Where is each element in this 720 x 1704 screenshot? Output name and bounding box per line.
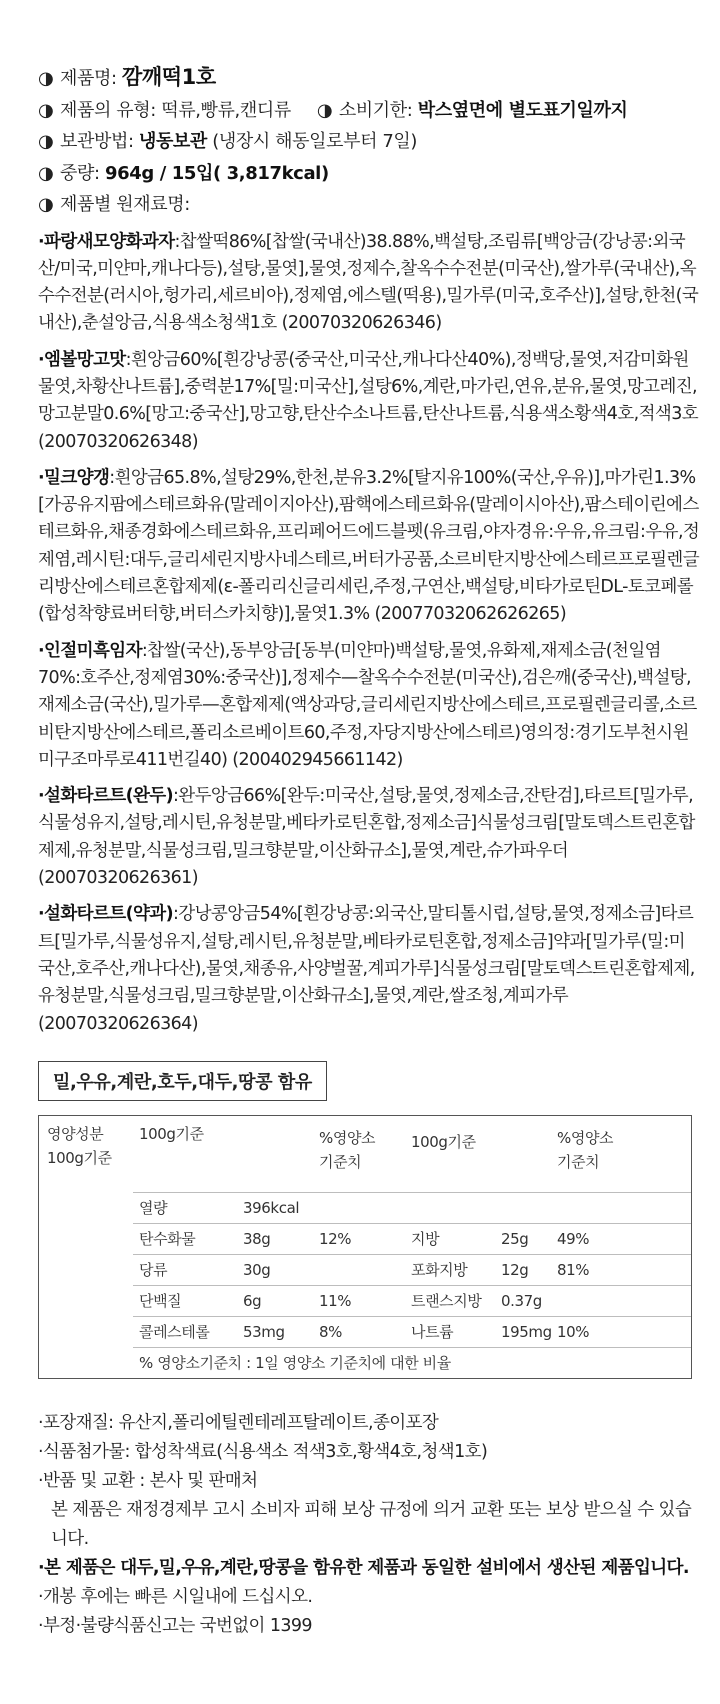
nutrition-cell: 나트륨	[411, 1322, 454, 1341]
nutrition-head-sub: 100g기준	[47, 1148, 112, 1167]
storage-label: 보관방법:	[60, 131, 139, 152]
nutrition-cell: 25g	[501, 1229, 529, 1248]
col4-head-line: %영양소	[557, 1128, 614, 1147]
nutrition-head-cell	[39, 1116, 133, 1192]
col4-head	[557, 1116, 677, 1192]
nutrition-head-label: 영양성분	[47, 1124, 104, 1143]
ingredient-text: :흰앙금60%[흰강낭콩(중국산,미국산,캐나다산40%),정백당,물엿,저감미화원물엿,차황산나트륨],중력분17%[밀:미국산],설탕6%,계란,마가린,연유,분유,물엿,망고레진,망고분말0.6%[망고:중국산],망고향,탄산수소나트륨,탄산나트륨,식용색소황색4호,적색3호 (20070320626348)	[38, 349, 699, 452]
nutrition-cell: 12g	[501, 1260, 529, 1279]
product-name: 깜깨떡1호	[121, 65, 216, 89]
nutrition-row	[133, 1223, 691, 1254]
notes-section	[38, 1409, 700, 1641]
nutrition-cell: 열량	[139, 1198, 168, 1217]
weight-value: 964g / 15입( 3,817kcal)	[104, 162, 329, 184]
ingredient-name: ·밀크양갱	[38, 467, 110, 488]
nutrition-cell	[315, 1255, 409, 1285]
storage-value: 냉동보관	[138, 131, 207, 152]
nutrition-cell: 81%	[557, 1260, 590, 1279]
half-circle-icon: ◑	[38, 68, 54, 89]
facility-warning: ·본 제품은 대두,밀,우유,계란,땅콩을 함유한 제품과 동일한 설비에서 생산된 제품입니다.	[38, 1557, 689, 1578]
half-circle-icon: ◑	[38, 194, 54, 215]
ingredient-item	[38, 465, 700, 638]
nutrition-cell: 8%	[319, 1322, 342, 1341]
nutrition-header-row	[39, 1116, 691, 1192]
nutrition-row	[133, 1192, 691, 1223]
nutrition-cell: 6g	[243, 1291, 262, 1310]
nutrition-cell: 11%	[319, 1291, 352, 1310]
product-type-line	[38, 95, 700, 127]
nutrition-cell: 12%	[319, 1229, 352, 1248]
col3-head: 100g기준	[411, 1132, 476, 1151]
ingredient-name: ·엠볼망고맛	[38, 349, 126, 370]
ingredient-name: ·파랑새모양화과자	[38, 231, 175, 252]
returns-detail: 본 제품은 재정경제부 고시 소비자 피해 보상 규정에 의거 교환 또는 보상 받으실 수 있습니다.	[51, 1499, 692, 1549]
product-name-label: 제품명:	[60, 68, 122, 89]
report-note: ·부정·불량식품신고는 국번없이 1399	[38, 1615, 312, 1636]
ingredient-text: :강낭콩앙금54%[흰강낭콩:외국산,말티톨시럽,설탕,물엿,정제소금]타르트[밀가루,식물성유지,설탕,레시틴,유청분말,베타카로틴혼합,정제소금]약과[밀가루(밀:미국산,호주산,캐나다산),물엿,채종유,사양벌꿀,계피가루]식물성크림[말토덱스트린혼합제제,유청분말,식물성크림,밀크향분말,이산화규소],물엿,계란,쌀조청,계피가루 (20070320626364)	[38, 904, 695, 1034]
half-circle-icon: ◑	[38, 99, 54, 121]
nutrition-cell: 0.37g	[501, 1291, 542, 1310]
nutrition-cell: 당류	[139, 1260, 168, 1279]
packaging-note: ·포장재질: 유산지,폴리에틸렌테레프탈레이트,종이포장	[38, 1412, 439, 1433]
additives-note: ·식품첨가물: 합성착색료(식용색소 적색3호,황색4호,청색1호)	[38, 1441, 488, 1462]
nutrition-cell: 49%	[557, 1229, 590, 1248]
ingredients-label: 제품별 원재료명:	[60, 194, 190, 215]
half-circle-icon: ◑	[316, 99, 333, 121]
ingredient-item	[38, 347, 700, 465]
nutrition-row	[133, 1285, 691, 1316]
product-name-line	[38, 62, 700, 95]
storage-line	[38, 126, 700, 158]
expiry-value: 박스옆면에 별도표기일까지	[417, 99, 628, 121]
nutrition-table	[38, 1115, 692, 1379]
col4-head-line: 기준치	[557, 1152, 600, 1171]
ingredient-name: ·설화타르트(약과)	[38, 904, 173, 925]
ingredient-text: :흰앙금65.8%,설탕29%,한천,분유3.2%[탈지유100%(국산,우유)],마가린1.3%[가공유지팜에스테르화유(말레이지아산),팜핵에스테르화유(말레이시아산),팜스테이린에스테르화유,채종경화에스테르화유,프리페어드에드블펫(유크림,야자경유:우유,유크림:우유,정제염,레시틴:대두,글리세린지방사네스테르,버터가공품,소르비탄지방산에스테르프로필렌글리방산에스테르혼합제제(ε-폴리리신글리세린,주정,구연산,백설탕,비타가로틴DL-토코페롤(합성착향료버터향,버터스카치향)],물엿1.3% (20077032062626265)	[38, 467, 700, 625]
nutrition-footnote: % 영양소기준치 : 1일 영양소 기준치에 대한 비율	[133, 1347, 691, 1378]
ingredient-text: :찹쌀(국산),동부앙금[동부(미얀마)백설탕,물엿,유화제,재제소금(천일염70%:호주산,정제염30%:중국산)],정제수—찰옥수수전분(미국산),검은깨(중국산),백설탕,재제소금(국산),밀가루—혼합제제(액상과당,글리세린지방산에스테르,프로필렌글리콜,소르비탄지방산에스테르,폴리소르베이트60,주정,자당지방산에스테르)영의정:경기도부천시원미구조마루로411번길40) (200402945661142)	[38, 640, 697, 770]
col2-head-line: %영양소	[319, 1128, 376, 1147]
half-circle-icon: ◑	[38, 162, 54, 184]
weight-line	[38, 158, 700, 190]
nutrition-cell	[557, 1193, 677, 1223]
ingredient-item	[38, 901, 700, 1046]
ingredient-text: :찹쌀떡86%[찹쌀(국내산)38.88%,백설탕,조림류[백앙금(강낭콩:외국산/미국,미얀마,캐나다등),설탕,물엿],물엿,정제수,찰옥수수전분(미국산),쌀가루(국내산),옥수수전분(러시아,헝가리,세르비아),정제염,에스텔(떡용),밀가루(미국,호주산)],설탕,한천(국내산),춘설앙금,식용색소청색1호 (20070320626346)	[38, 231, 699, 334]
nutrition-row	[133, 1254, 691, 1285]
nutrition-cell: 30g	[243, 1260, 271, 1279]
ingredient-list	[38, 229, 700, 1047]
nutrition-rows	[39, 1192, 691, 1347]
col2-head	[315, 1116, 409, 1192]
ingredient-text: :완두앙금66%[완두:미국산,설탕,물엿,정제소금,잔탄검],타르트[밀가루,식물성유지,설탕,레시틴,유청분말,베타카로틴혼합,정제소금]식물성크림[말토덱스트린혼합제제,유청분말,식물성크림,밀크향분말,이산화규소],물엿,계란,슈가파우더 (20070320626361)	[38, 786, 695, 889]
nutrition-cell: 38g	[243, 1229, 271, 1248]
storage-note: (냉장시 해동일로부터 7일)	[206, 131, 418, 152]
nutrition-cell: 396kcal	[243, 1198, 300, 1217]
nutrition-cell: 포화지방	[411, 1260, 468, 1279]
nutrition-cell: 콜레스테롤	[139, 1322, 210, 1341]
nutrition-cell: 지방	[411, 1229, 440, 1248]
col2-head-line: 기준치	[319, 1152, 362, 1171]
nutrition-cell	[409, 1193, 501, 1223]
nutrition-cell: 10%	[557, 1322, 590, 1341]
consume-note: ·개봉 후에는 빠른 시일내에 드십시오.	[38, 1586, 313, 1607]
half-circle-icon: ◑	[38, 131, 54, 152]
nutrition-row	[133, 1316, 691, 1347]
nutrition-cell	[501, 1193, 557, 1223]
ingredient-name: ·설화타르트(완두)	[38, 786, 173, 807]
ingredients-heading	[38, 189, 700, 221]
nutrition-cell: 트랜스지방	[411, 1291, 482, 1310]
nutrition-cell	[557, 1286, 677, 1316]
weight-label: 중량:	[60, 162, 105, 184]
nutrition-cell	[315, 1193, 409, 1223]
ingredient-item	[38, 229, 700, 347]
expiry-label: 소비기한:	[338, 99, 418, 121]
returns-note: ·반품 및 교환 : 본사 및 판매처	[38, 1470, 258, 1491]
col1-head: 100g기준	[139, 1124, 204, 1143]
ingredient-item	[38, 638, 700, 783]
allergen-box: 밀,우유,계란,호두,대두,땅콩 함유	[38, 1061, 327, 1101]
nutrition-cell: 53mg	[243, 1322, 285, 1341]
nutrition-cell: 195mg	[501, 1322, 552, 1341]
nutrition-cell: 단백질	[139, 1291, 182, 1310]
product-type: 제품의 유형: 떡류,빵류,캔디류	[60, 99, 291, 121]
ingredient-name: ·인절미흑임자	[38, 640, 142, 661]
nutrition-cell: 탄수화물	[139, 1229, 196, 1248]
ingredient-item	[38, 783, 700, 901]
